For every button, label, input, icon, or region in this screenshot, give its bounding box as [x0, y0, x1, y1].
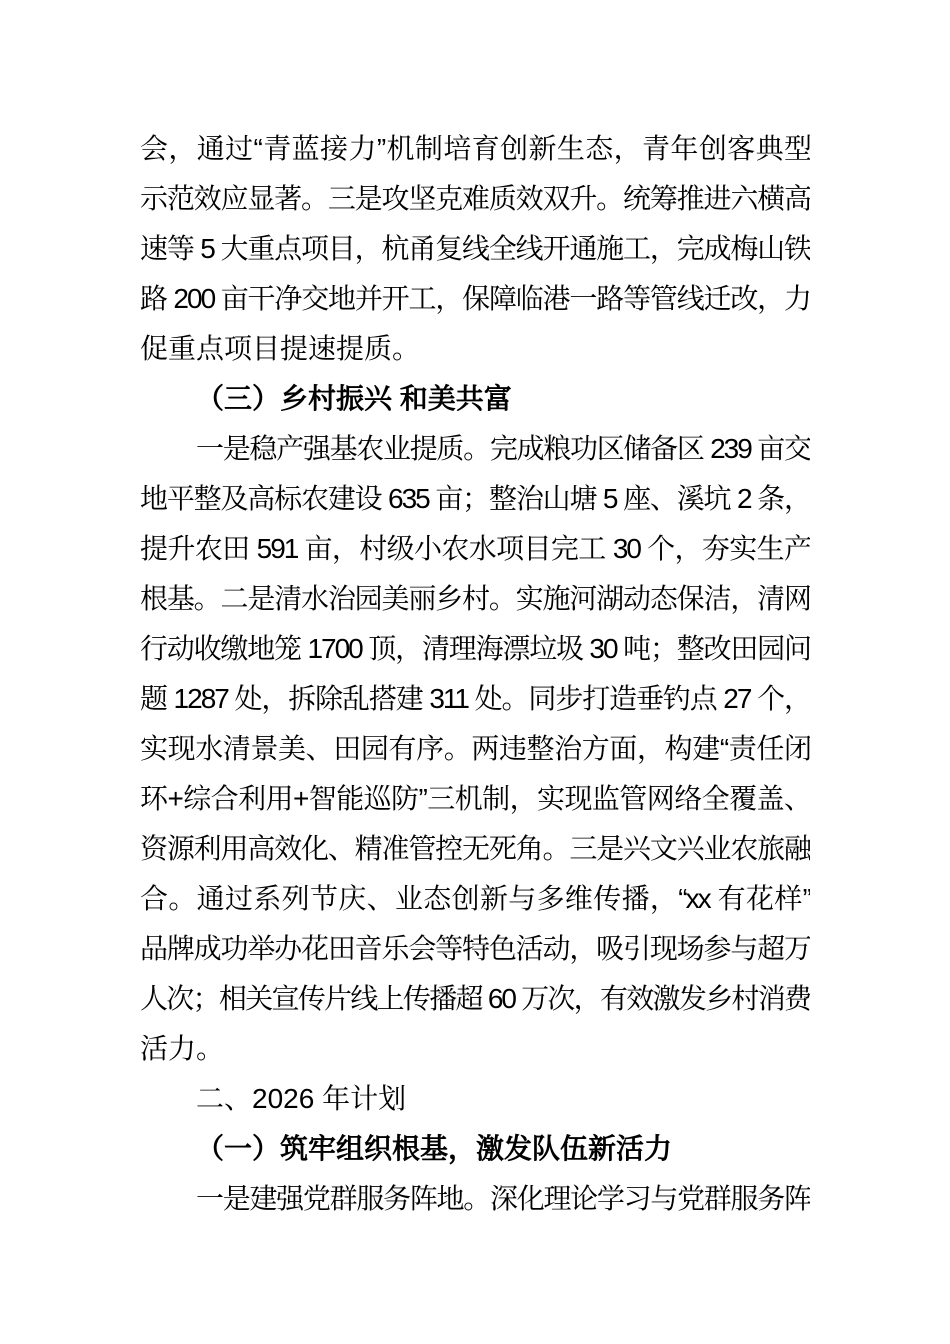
- paragraph-party-service-positions: [140, 1174, 810, 1224]
- text-line: 路 200 亩干净交地并开工，保障临港一路等管线迁改，力: [140, 283, 810, 314]
- heading-line: （三）乡村振兴 和美共富: [196, 383, 512, 414]
- heading-line: 二、2026 年计划: [196, 1083, 407, 1114]
- text-line: 提升农田 591 亩，村级小农水项目完工 30 个，夯实生产: [140, 533, 810, 564]
- text-line: 会，通过“青蓝接力”机制培育创新生态，青年创客典型: [140, 133, 810, 164]
- text-line: 根基。二是清水治园美丽乡村。实施河湖动态保洁，清网: [140, 583, 810, 614]
- heading-section-3-rural-revitalization: [140, 374, 810, 424]
- text-line: 人次；相关宣传片线上传播超 60 万次，有效激发乡村消费: [140, 983, 810, 1014]
- text-line: 地平整及高标农建设 635 亩；整治山塘 5 座、溪坑 2 条，: [140, 483, 810, 514]
- text-line: 资源利用高效化、精准管控无死角。三是兴文兴业农旅融: [140, 833, 810, 864]
- heading-line: （一）筑牢组织根基，激发队伍新活力: [196, 1133, 673, 1164]
- text-line: 合。通过系列节庆、业态创新与多维传播，“xx 有花样”: [140, 883, 810, 914]
- text-line: 品牌成功举办花田音乐会等特色活动，吸引现场参与超万: [140, 933, 810, 964]
- paragraph-project-breakthrough: [140, 124, 810, 374]
- text-line: 环+综合利用+智能巡防”三机制，实现监管网络全覆盖、: [140, 783, 810, 814]
- text-line: 实现水清景美、田园有序。两违整治方面，构建“责任闭: [140, 733, 810, 764]
- heading-plan-section-1-organization: [140, 1124, 810, 1174]
- document-content: [140, 124, 810, 1224]
- text-line: 示范效应显著。三是攻坚克难质效双升。统筹推进六横高: [140, 183, 810, 214]
- text-line: 一是建强党群服务阵地。深化理论学习与党群服务阵: [196, 1183, 810, 1214]
- text-line: 行动收缴地笼 1700 顶，清理海漂垃圾 30 吨；整改田园问: [140, 633, 810, 664]
- heading-part-2-2026-plan: [140, 1074, 810, 1124]
- text-line: 题 1287 处，拆除乱搭建 311 处。同步打造垂钓点 27 个，: [140, 683, 810, 714]
- paragraph-rural-revitalization: [140, 424, 810, 1074]
- text-line: 促重点项目提速提质。: [140, 333, 421, 364]
- text-line: 速等 5 大重点项目，杭甬复线全线开通施工，完成梅山铁: [140, 233, 810, 264]
- text-line: 一是稳产强基农业提质。完成粮功区储备区 239 亩交: [196, 433, 810, 464]
- text-line: 活力。: [140, 1033, 225, 1064]
